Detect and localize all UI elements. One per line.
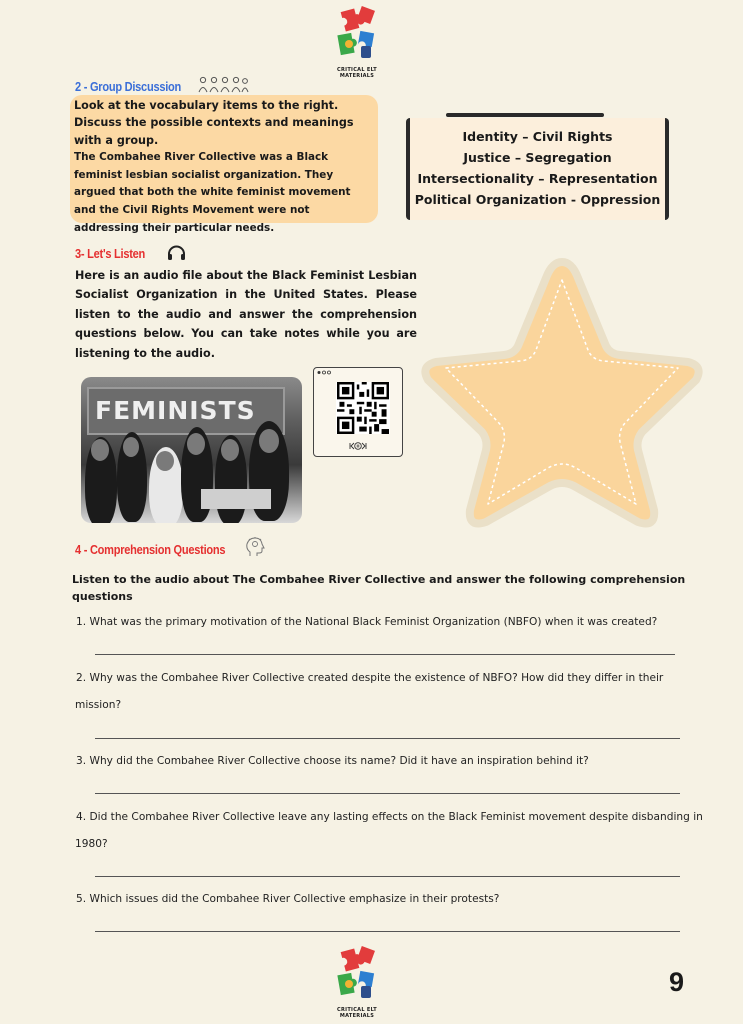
question-1: 1. What was the primary motivation of the National Black Feminist Organization (NBFO) when it was created? [76,616,658,628]
vocab-line: Justice – Segregation [463,150,612,165]
question-4-cont: 1980? [75,838,108,850]
vocab-top-bar [446,113,604,117]
question-5: 5. Which issues did the Combahee River Collective emphasize in their protests? [76,893,500,905]
audio-player[interactable] [313,367,403,457]
star-shape [416,254,708,532]
discussion-instructions: Look at the vocabulary items to the right. Discuss the possible contexts and meanings with a group. [74,99,354,147]
logo-text: CRITICAL ELT MATERIALS [337,1007,377,1019]
logo-top [322,6,392,79]
vocabulary-box [406,118,669,220]
question-4: 4. Did the Combahee River Collective leave any lasting effects on the Black Feminist movement despite disbanding in [76,811,703,823]
discussion-context: The Combahee River Collective was a Black feminist lesbian socialist organization. They argued that both the white feminist movement and the Civil Rights Movement were not addressing their particular needs. [74,151,351,234]
headphones-icon [167,245,186,261]
question-2: 2. Why was the Combahee River Collective created despite the existence of NBFO? How did they differ in their [76,672,664,684]
playback-controls-icon[interactable] [348,442,368,450]
answer-line-3[interactable] [95,793,680,794]
section-4-title: 4 - Comprehension Questions [75,542,226,557]
vocab-line: Political Organization - Oppression [414,192,661,207]
listen-instructions: Here is an audio file about the Black Feminist Lesbian Socialist Organization in the United States. Please listen to the audio and answer the comprehension questions below. You can take notes while you are listening to the audio. [75,269,417,360]
discussion-box [70,95,378,234]
vocab-line: Intersectionality – Representation [417,171,658,186]
puzzle-logo-icon [329,946,385,1006]
lightbulb-head-icon [245,536,265,558]
window-dots-icon [317,370,331,375]
section-3-title: 3- Let's Listen [75,246,146,261]
puzzle-logo-icon [329,6,385,66]
section-2-title: 2 - Group Discussion [75,79,182,94]
answer-line-4[interactable] [95,876,680,877]
qr-code-icon[interactable] [336,382,390,434]
question-3: 3. Why did the Combahee River Collective choose its name? Did it have an inspiration behind it? [76,755,589,767]
answer-line-5[interactable] [95,931,680,932]
vocab-line: Identity – Civil Rights [462,129,613,144]
feminists-photo [81,377,302,523]
logo-text: CRITICAL ELT MATERIALS [337,67,377,79]
group-people-icon [197,76,249,94]
questions-intro: Listen to the audio about The Combahee River Collective and answer the following comprehension questions [72,573,686,603]
page-number: 9 [669,967,685,997]
question-2-cont: mission? [75,699,122,711]
answer-line-2[interactable] [95,738,680,739]
logo-bottom [322,946,392,1019]
answer-line-1[interactable] [95,654,675,655]
photo-banner: FEMINISTS [87,387,285,435]
